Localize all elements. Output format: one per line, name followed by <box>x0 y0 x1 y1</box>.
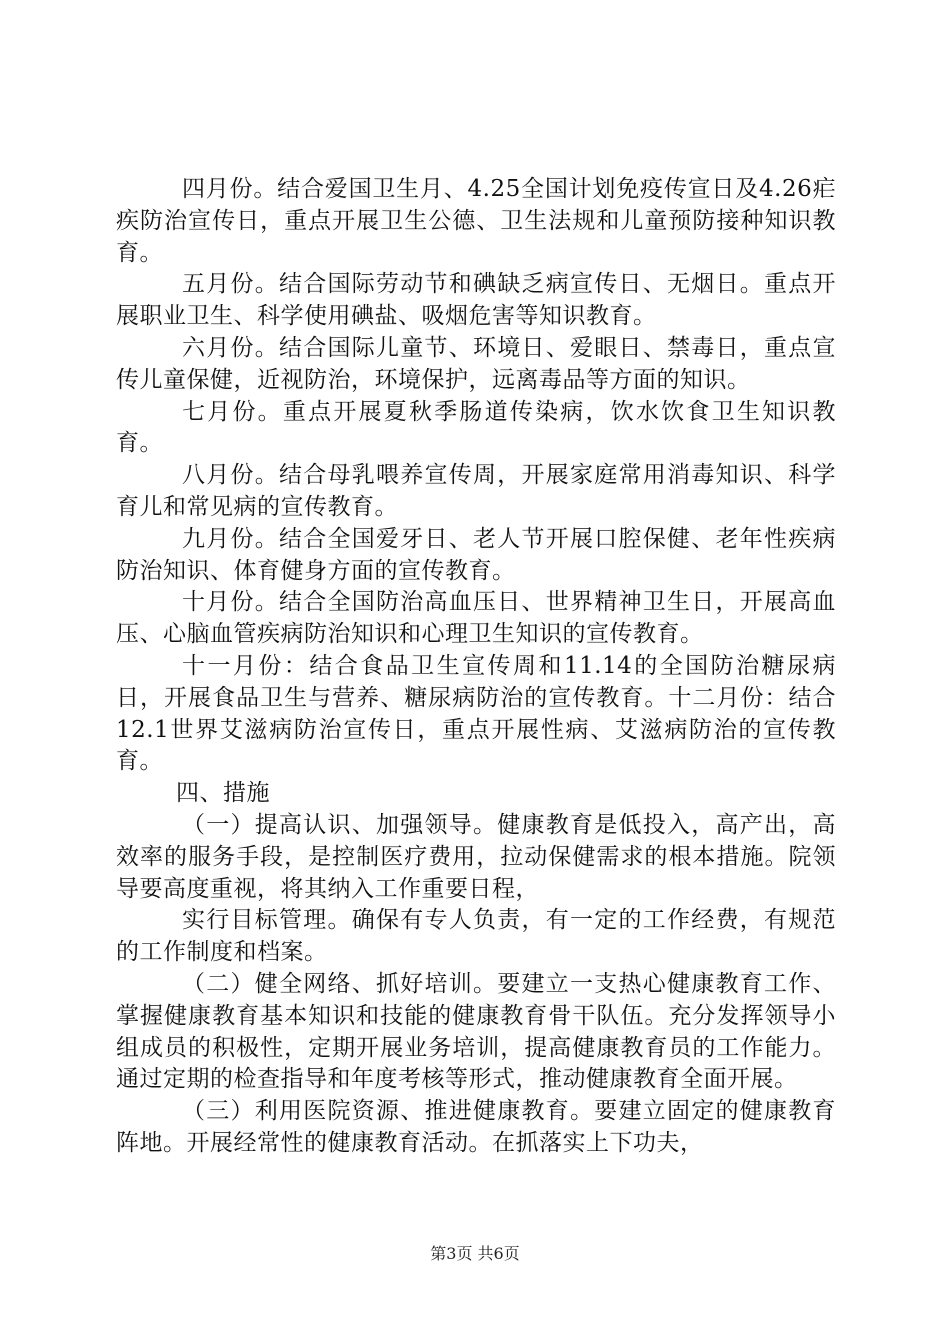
paragraph-june: 六月份。结合国际儿童节、环境日、爱眼日、禁毒日，重点宣传儿童保健，近视防治，环境保护，远离毒品等方面的知识。 <box>116 334 836 393</box>
paragraph-may: 五月份。结合国际劳动节和碘缺乏病宣传日、无烟日。重点开展职业卫生、科学使用碘盐、吸烟危害等知识教育。 <box>116 271 836 330</box>
page-footer: 第3页 共6页 <box>430 1244 520 1263</box>
paragraph-measure-1-continued: 实行目标管理。确保有专人负责，有一定的工作经费，有规范的工作制度和档案。 <box>116 907 836 966</box>
paragraph-july: 七月份。重点开展夏秋季肠道传染病，饮水饮食卫生知识教育。 <box>116 398 836 457</box>
paragraph-measure-2: （二）健全网络、抓好培训。要建立一支热心健康教育工作、掌握健康教育基本知识和技能的健康教育骨干队伍。充分发挥领导小组成员的积极性，定期开展业务培训，提高健康教育员的工作能力。通过定期的检查指导和年度考核等形式，推动健康教育全面开展。 <box>116 970 836 1093</box>
paragraph-measure-3: （三）利用医院资源、推进健康教育。要建立固定的健康教育阵地。开展经常性的健康教育活动。在抓落实上下功夫， <box>116 1098 836 1156</box>
paragraph-august: 八月份。结合母乳喂养宣传周，开展家庭常用消毒知识、科学育儿和常见病的宣传教育。 <box>116 462 836 520</box>
paragraph-november-december: 十一月份：结合食品卫生宣传周和11.14的全国防治糖尿病日，开展食品卫生与营养、糖尿病防治的宣传教育。十二月份：结合12.1世界艾滋病防治宣传日，重点开展性病、艾滋病防治的宣传教育。 <box>116 652 836 775</box>
section-heading-measures: 四、措施 <box>176 780 270 807</box>
document-body <box>116 174 836 1160</box>
paragraph-measure-1: （一）提高认识、加强领导。健康教育是低投入，高产出，高效率的服务手段，是控制医疗费用，拉动保健需求的根本措施。院领导要高度重视，将其纳入工作重要日程， <box>116 811 836 902</box>
paragraph-october: 十月份。结合全国防治高血压日、世界精神卫生日，开展高血压、心脑血管疾病防治知识和心理卫生知识的宣传教育。 <box>116 589 836 648</box>
paragraph-september: 九月份。结合全国爱牙日、老人节开展口腔保健、老年性疾病防治知识、体育健身方面的宣传教育。 <box>116 525 836 584</box>
paragraph-april: 四月份。结合爱国卫生月、4.25全国计划免疫传宣日及4.26疟疾防治宣传日，重点开展卫生公德、卫生法规和儿童预防接种知识教育。 <box>116 176 836 266</box>
